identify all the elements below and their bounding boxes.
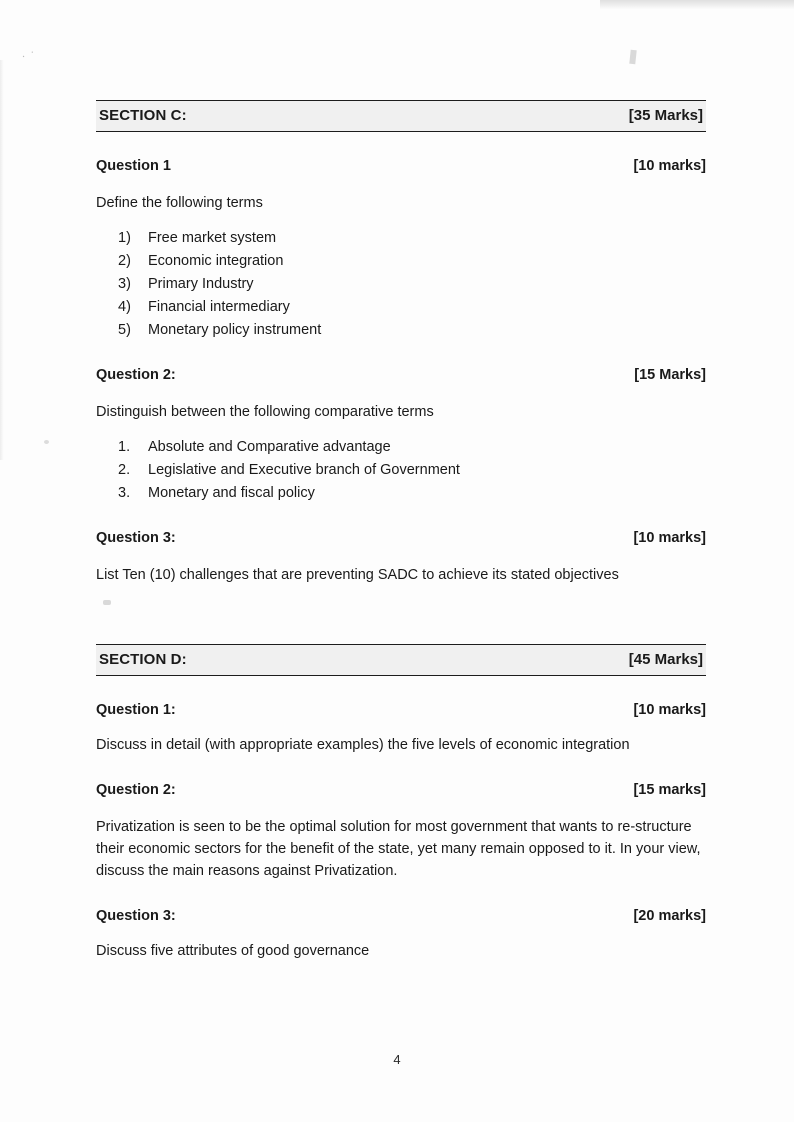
list-item-label: Legislative and Executive branch of Government bbox=[148, 462, 460, 479]
question-d1-header bbox=[96, 702, 706, 718]
scan-smudge: .· bbox=[21, 45, 41, 61]
question-d3-label: Question 3: bbox=[96, 908, 176, 925]
question-c1-header bbox=[96, 158, 706, 174]
list-marker: 2) bbox=[118, 253, 131, 270]
list-marker: 4) bbox=[118, 299, 131, 316]
list-item bbox=[118, 320, 706, 341]
list-marker: 2. bbox=[118, 462, 131, 479]
list-item-label: Financial intermediary bbox=[148, 299, 290, 316]
section-gap bbox=[96, 586, 706, 644]
section-d-marks: [45 Marks] bbox=[628, 651, 703, 669]
section-c-marks: [35 Marks] bbox=[628, 107, 703, 124]
question-c2-marks: [15 Marks] bbox=[634, 367, 706, 384]
question-d3-prompt: Discuss five attributes of good governance bbox=[96, 943, 370, 960]
question-d2-header bbox=[96, 782, 706, 798]
question-d1-marks: [10 marks] bbox=[633, 702, 706, 719]
scan-edge-artifact bbox=[600, 0, 794, 10]
page-number bbox=[0, 1052, 794, 1067]
list-marker: 3) bbox=[118, 276, 131, 293]
question-c1-list bbox=[96, 228, 706, 341]
question-c1-label: Question 1 bbox=[96, 158, 171, 174]
list-item-label: Primary Industry bbox=[148, 276, 254, 293]
list-item bbox=[118, 460, 706, 481]
question-c3-label: Question 3: bbox=[96, 530, 176, 547]
list-item-label: Economic integration bbox=[148, 253, 284, 270]
page-number-value: 4 bbox=[393, 1052, 401, 1067]
question-d1-label: Question 1: bbox=[96, 702, 176, 719]
question-d3-header bbox=[96, 908, 706, 924]
list-item-label: Absolute and Comparative advantage bbox=[148, 439, 391, 456]
scan-edge-artifact-left bbox=[0, 60, 4, 460]
list-item-label: Monetary policy instrument bbox=[148, 322, 322, 339]
section-header-d bbox=[96, 644, 706, 676]
question-c2-label: Question 2: bbox=[96, 367, 176, 384]
question-c3-header bbox=[96, 530, 706, 546]
list-item-label: Monetary and fiscal policy bbox=[148, 485, 315, 502]
list-item bbox=[118, 437, 706, 458]
question-c2-prompt: Distinguish between the following comparative terms bbox=[96, 404, 434, 421]
question-c1-marks: [10 marks] bbox=[633, 158, 706, 174]
list-item bbox=[118, 228, 706, 249]
section-d-title: SECTION D: bbox=[99, 651, 187, 669]
list-marker: 1) bbox=[118, 230, 131, 247]
question-d1-prompt: Discuss in detail (with appropriate examples) the five levels of economic integration bbox=[96, 737, 630, 754]
scan-smudge bbox=[44, 440, 49, 444]
question-c1-prompt: Define the following terms bbox=[96, 195, 263, 211]
list-item bbox=[118, 251, 706, 272]
question-d2-marks: [15 marks] bbox=[633, 782, 706, 799]
question-d2-prompt: Privatization is seen to be the optimal solution for most government that wants to re-structure their economic sectors for the benefit of the state, yet many remain opposed to it. In your view, discuss the main reasons against Privatization. bbox=[96, 819, 701, 879]
list-item-label: Free market system bbox=[148, 230, 277, 247]
section-header-c bbox=[96, 100, 706, 132]
list-marker: 3. bbox=[118, 485, 131, 502]
exam-content bbox=[96, 100, 706, 962]
list-marker: 1. bbox=[118, 439, 131, 456]
question-c3-prompt: List Ten (10) challenges that are preventing SADC to achieve its stated objectives bbox=[96, 567, 619, 584]
scan-smudge bbox=[629, 50, 636, 65]
question-d2-label: Question 2: bbox=[96, 782, 176, 799]
question-c2-header bbox=[96, 367, 706, 383]
list-item bbox=[118, 274, 706, 295]
question-c3-marks: [10 marks] bbox=[633, 530, 706, 547]
list-marker: 5) bbox=[118, 322, 131, 339]
section-c-title: SECTION C: bbox=[99, 107, 187, 124]
list-item bbox=[118, 297, 706, 318]
question-d3-marks: [20 marks] bbox=[633, 908, 706, 925]
list-item bbox=[118, 483, 706, 504]
question-c2-list bbox=[96, 437, 706, 504]
